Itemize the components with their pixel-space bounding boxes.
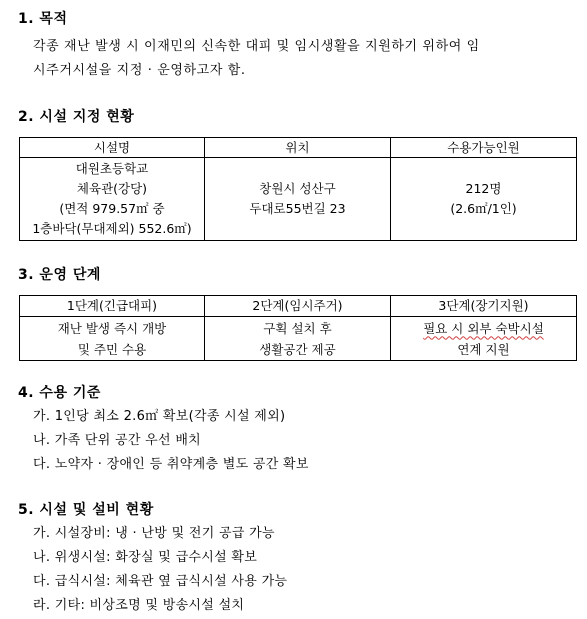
facility-capacity-line: (2.6㎡/1인) (450, 201, 517, 216)
facility-location-cell (205, 158, 391, 241)
stage-3-cell (391, 317, 577, 361)
stage-1-cell (20, 317, 205, 361)
operation-stage-header-row (20, 296, 577, 317)
operation-stage-row (20, 317, 577, 361)
stage-3-line: 연계 지원 (457, 341, 510, 357)
facility-name-line: 1층바닥(무대제외) 552.6㎡) (32, 221, 192, 236)
equipment-item: 가. 시설장비: 냉 · 난방 및 전기 공급 가능 (33, 526, 275, 541)
facility-table-header-capacity: 수용가능인원 (391, 138, 577, 158)
stage-3-header: 3단계(장기지원) (391, 296, 577, 317)
section-1-heading: 1. 목적 (18, 11, 68, 27)
stage-3-line: 필요 시 외부 숙박시설 (423, 320, 544, 336)
stage-2-line: 구획 설치 후 (263, 320, 332, 336)
operation-stage-table (19, 295, 577, 361)
criteria-item: 나. 가족 단위 공간 우선 배치 (33, 433, 202, 448)
stage-1-line: 재난 발생 즉시 개방 (57, 320, 167, 336)
section-1-paragraph-line-2: 시주거시설을 지정 · 운영하고자 함. (33, 63, 246, 78)
section-5-heading: 5. 시설 및 설비 현황 (18, 502, 154, 518)
stage-1-header: 1단계(긴급대피) (20, 296, 205, 317)
stage-2-header: 2단계(임시주거) (205, 296, 391, 317)
facility-location-line: 창원시 성산구 (259, 181, 336, 196)
section-3-heading: 3. 운영 단계 (18, 267, 101, 283)
facility-table-header-row (20, 138, 577, 158)
facility-name-line: 체육관(강당) (76, 181, 148, 196)
facility-capacity-cell (391, 158, 577, 241)
facility-table (19, 137, 577, 241)
criteria-item: 다. 노약자 · 장애인 등 취약계층 별도 공간 확보 (33, 457, 309, 472)
section-4-heading: 4. 수용 기준 (18, 385, 101, 401)
facility-location-line: 두대로55번길 23 (249, 201, 346, 216)
facility-table-header-name: 시설명 (20, 138, 205, 158)
facility-table-row (20, 158, 577, 241)
facility-name-cell (20, 158, 205, 241)
stage-2-line: 생활공간 제공 (259, 341, 336, 357)
criteria-item: 가. 1인당 최소 2.6㎡ 확보(각종 시설 제외) (33, 409, 286, 424)
facility-name-line: 대원초등학교 (75, 161, 149, 176)
section-2-heading: 2. 시설 지정 현황 (18, 109, 135, 125)
facility-name-line: (면적 979.57㎡ 중 (59, 201, 165, 216)
stage-2-cell (205, 317, 391, 361)
section-1-paragraph-line-1: 각종 재난 발생 시 이재민의 신속한 대피 및 임시생활을 지원하기 위하여 임 (33, 39, 480, 54)
stage-1-line: 및 주민 수용 (77, 341, 147, 357)
equipment-item: 라. 기타: 비상조명 및 방송시설 설치 (33, 598, 245, 613)
facility-table-header-location: 위치 (205, 138, 391, 158)
facility-capacity-line: 212명 (465, 181, 502, 196)
equipment-item: 다. 급식시설: 체육관 옆 급식시설 사용 가능 (33, 574, 288, 589)
equipment-item: 나. 위생시설: 화장실 및 급수시설 확보 (33, 550, 258, 565)
